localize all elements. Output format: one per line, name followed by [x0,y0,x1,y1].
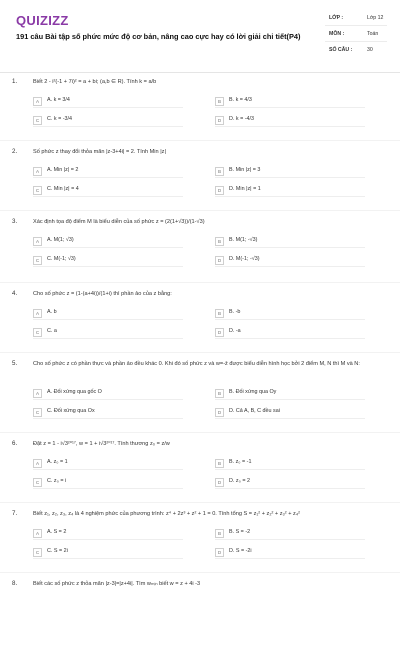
question-number: 5. [12,360,18,367]
question-item [0,148,400,218]
option-text: D. S = -2i [229,548,252,554]
answer-option[interactable] [215,96,365,108]
answer-option[interactable] [33,96,183,108]
answer-option[interactable] [215,166,365,178]
answer-option[interactable] [215,528,365,540]
answer-option[interactable] [33,458,183,470]
question-item [0,360,400,430]
option-text: B. S = -2 [229,529,251,535]
option-letter-box[interactable]: B [215,309,224,318]
answer-option[interactable] [215,308,365,320]
option-text: B. k = 4/3 [229,97,252,103]
answer-option[interactable] [33,547,183,559]
question-divider [0,352,400,353]
question-text: Biết z₁, z₂, z₃, z₄ là 4 nghiệm phức của phương trình: z⁴ + 2z³ + z² + 1 = 0. Tính tổng S = z₁² + z₂² + z₃² + z₄² [33,511,300,517]
meta-key: SỐ CÂU : [329,47,353,53]
answer-option[interactable] [215,477,365,489]
question-item [0,78,400,148]
meta-value: Lớp 12 [367,15,384,21]
option-letter-box[interactable]: D [215,408,224,417]
option-letter-box[interactable]: A [33,167,42,176]
option-text: C. Đối xứng qua Ox [47,408,95,414]
answer-option[interactable] [215,115,365,127]
option-letter-box[interactable]: D [215,548,224,557]
option-letter-box[interactable]: D [215,478,224,487]
option-text: D. k = -4/3 [229,116,255,122]
answer-option[interactable] [33,255,183,267]
answer-option[interactable] [215,388,365,400]
option-letter-box[interactable]: B [215,97,224,106]
option-text: D. Cả A, B, C đều sai [229,408,280,414]
answer-option[interactable] [215,236,365,248]
answer-option[interactable] [215,327,365,339]
option-letter-box[interactable]: A [33,459,42,468]
option-text: C. a [47,328,57,334]
question-text: Cho số phức z có phần thực và phần ảo đều khác 0. Khi đó số phức z và w=-z̄ được biểu diễn hình học bởi 2 điểm M, N thì M và N: [33,361,360,367]
option-text: D. -a [229,328,241,334]
question-number: 6. [12,440,18,447]
option-letter-box[interactable]: B [215,167,224,176]
question-number: 7. [12,510,18,517]
answer-option[interactable] [33,407,183,419]
answer-option[interactable] [33,185,183,197]
option-text: C. z₀ = i [47,478,67,484]
option-letter-box[interactable]: A [33,309,42,318]
option-text: A. Min |z| = 2 [47,167,79,173]
option-text: A. M(1; √3) [47,237,74,243]
question-item [0,218,400,288]
worksheet-title: 191 câu Bài tập số phức mức độ cơ bản, nâng cao cực hay có lời giải chi tiết(P4) [16,32,301,41]
meta-key: LỚP : [329,15,344,21]
answer-option[interactable] [33,308,183,320]
option-letter-box[interactable]: C [33,186,42,195]
question-item [0,290,400,360]
option-text: C. M(-1; √3) [47,256,76,262]
question-text: Biết các số phức z thỏa mãn |z-3|=|z+4i|. Tìm wₘᵢₙ biết w = z + 4i -3 [33,581,201,587]
question-divider [0,282,400,283]
answer-option[interactable] [33,528,183,540]
option-text: D. z₀ = 2 [229,478,250,484]
option-text: A. k = 3/4 [47,97,70,103]
option-letter-box[interactable]: B [215,389,224,398]
option-text: B. M(1; -√3) [229,237,258,243]
option-letter-box[interactable]: B [215,237,224,246]
answer-option[interactable] [33,236,183,248]
option-letter-box[interactable]: A [33,237,42,246]
question-divider [0,572,400,573]
question-number: 8. [12,580,18,587]
question-divider [0,140,400,141]
question-divider [0,210,400,211]
option-letter-box[interactable]: D [215,256,224,265]
meta-value: Toán [367,31,379,37]
answer-option[interactable] [215,255,365,267]
option-text: A. b [47,309,57,315]
question-number: 2. [12,148,18,155]
meta-key: MÔN : [329,31,345,37]
question-item [0,510,400,580]
answer-option[interactable] [215,547,365,559]
option-letter-box[interactable]: D [215,328,224,337]
option-letter-box[interactable]: C [33,478,42,487]
answer-option[interactable] [33,115,183,127]
option-text: B. -b [229,309,241,315]
answer-option[interactable] [33,327,183,339]
option-letter-box[interactable]: B [215,459,224,468]
answer-option[interactable] [33,166,183,178]
option-text: A. z₀ = 1 [47,459,68,465]
option-letter-box[interactable]: C [33,408,42,417]
option-letter-box[interactable]: C [33,548,42,557]
option-text: B. z₀ = -1 [229,459,252,465]
option-text: C. k = -3/4 [47,116,73,122]
option-text: B. Đối xứng qua Oy [229,389,277,395]
option-letter-box[interactable]: C [33,116,42,125]
question-text: Đặt z = 1 - i√3²⁰¹⁷, w = 1 + i√3²⁰¹⁷. Tính thương z₀ = z/w [33,441,170,447]
question-number: 4. [12,290,18,297]
question-number: 3. [12,218,18,225]
option-letter-box[interactable]: C [33,328,42,337]
option-text: D. M(-1; -√3) [229,256,260,262]
option-text: A. S = 2 [47,529,67,535]
answer-option[interactable] [33,388,183,400]
quizizz-logo: QUIZIZZ [16,13,69,28]
question-number: 1. [12,78,18,85]
option-letter-box[interactable]: D [215,186,224,195]
option-letter-box[interactable]: B [215,529,224,538]
question-divider [0,502,400,503]
answer-option[interactable] [215,185,365,197]
question-text: Biết 2 - i²(-1 + 7i)² = a + bi; (a,b ∈ R). Tính k = a/b [33,79,157,85]
option-text: A. Đối xứng qua gốc O [47,389,102,395]
option-letter-box[interactable]: A [33,529,42,538]
answer-option[interactable] [215,458,365,470]
option-text: B. Min |z| = 3 [229,167,261,173]
option-text: C. S = 2i [47,548,68,554]
option-letter-box[interactable]: A [33,389,42,398]
question-text: Số phức z thay đổi thỏa mãn |z-3+4i| = 2. Tính Min |z| [33,149,166,155]
option-letter-box[interactable]: A [33,97,42,106]
question-text: Xác định tọa độ điểm M là biểu diễn của số phức z = (2(1+√3))/(1-√3) [33,219,205,225]
question-divider [0,432,400,433]
question-text: Cho số phức z = (1-(a+4i))/(1+i) thì phần ảo của z bằng: [33,291,172,297]
answer-option[interactable] [33,477,183,489]
option-letter-box[interactable]: C [33,256,42,265]
question-item [0,440,400,510]
question-item [0,580,400,650]
answer-option[interactable] [215,407,365,419]
option-text: C. Min |z| = 4 [47,186,79,192]
meta-value: 30 [367,47,373,53]
option-text: D. Min |z| = 1 [229,186,261,192]
option-letter-box[interactable]: D [215,116,224,125]
